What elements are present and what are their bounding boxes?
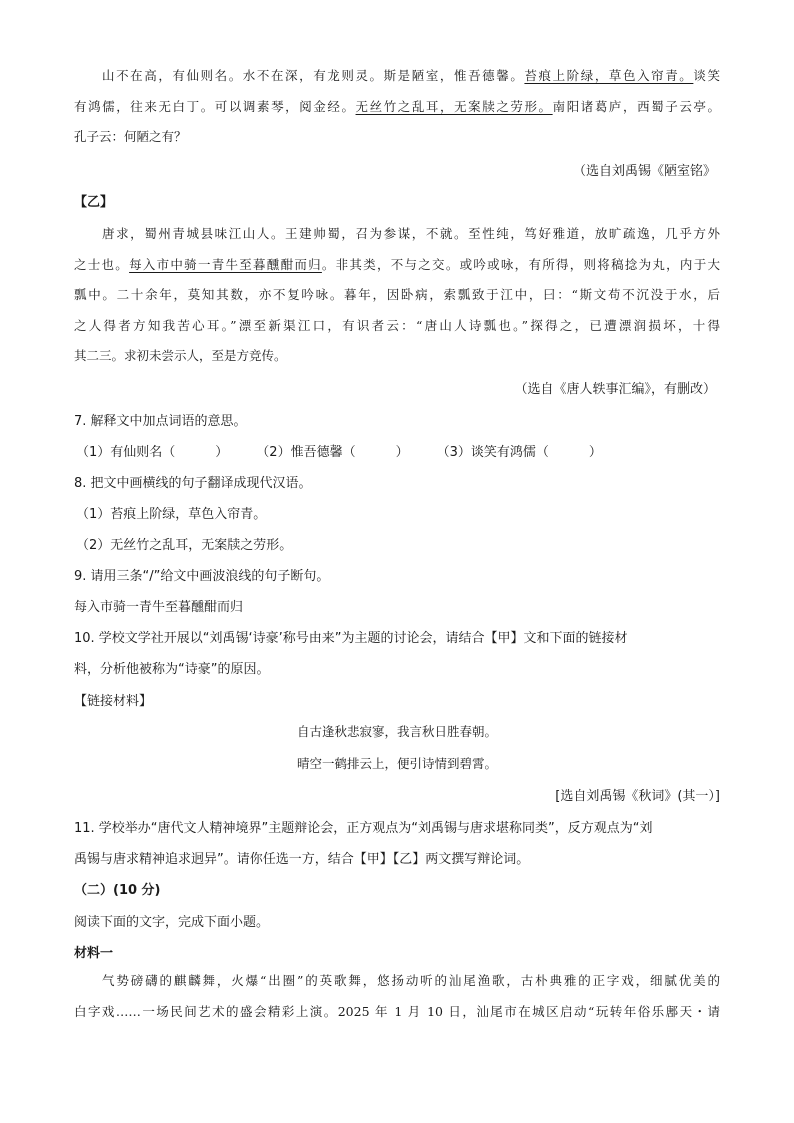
section-2-instruction: 阅读下面的文字，完成下面小题。 — [74, 915, 270, 930]
passage-yi-line-1: 唐求，蜀州青城县味江山人。王建帅蜀，召为参谋，不就。至性纯，笃好雅道，放旷疏逸，几乎方外 — [102, 226, 720, 241]
question-8: 8. 把文中画横线的句子翻译成现代汉语。 — [74, 476, 312, 491]
question-9: 9. 请用三条“/”给文中画波浪线的句子断句。 — [74, 569, 330, 584]
passage-yi-line-4: 之人得者方知我苦心耳。”漂至新渠江口，有识者云：“唐山人诗瓢也。”探得之，已遭漂润损坏，十得 — [74, 317, 720, 333]
source-jia: （选自刘禹锡《陋室铭》 — [572, 164, 716, 179]
poem-line-1: 自古逢秋悲寂寥，我言秋日胜春朝。 — [296, 724, 497, 739]
passage-jia-line-3: 孔子云：何陋之有？ — [74, 129, 187, 144]
source-poem: [选自刘禹锡《秋词》(其一）] — [555, 789, 720, 804]
passage-yi-line-2: 之士也。每入市中骑一青牛至暮醺酣而归。非其类，不与之交。或吟或咏，有所得，则将稿捻为丸，内于大 — [74, 256, 720, 272]
poem-line-2: 晴空一鹤排云上，便引诗情到碧霄。 — [296, 756, 497, 771]
question-11-line-1: 11. 学校举办“唐代文人精神境界”主题辩论会，正方观点为“刘禹锡与唐求堪称同类”，反方观点为“刘 — [74, 821, 653, 836]
material-1-line-1: 气势磅礴的麒麟舞，火爆“出圈”的英歌舞，悠扬动听的汕尾渔歌，古朴典雅的正字戏，细腻优美的 — [102, 973, 720, 988]
passage-jia-line-1: 山不在高，有仙则名。水不在深，有龙则灵。斯是陋室，惟吾德馨。苔痕上阶绿，草色入帘青。谈笑 — [102, 68, 720, 83]
passage-jia-line-2: 有鸿儒，往来无白丁。可以调素琴，阅金经。无丝竹之乱耳，无案牍之劳形。南阳诸葛庐，西蜀子云亭。 — [74, 98, 720, 114]
material-1-line-2: 白字戏……一场民间艺术的盛会精彩上演。2025 年 1 月 10 日，汕尾市在城区启动“玩转年俗乐鄌天・请 — [74, 1003, 720, 1019]
question-8-item-1: （1）苔痕上阶绿，草色入帘青。 — [76, 507, 267, 522]
passage-jia — [74, 61, 720, 153]
wavy-sentence: 每入市中骑一青牛至暮醺酣而归 — [129, 256, 322, 272]
source-yi: （选自《唐人轶事汇编》，有删改） — [514, 382, 716, 397]
passage-yi — [74, 219, 720, 372]
section-2-heading: （二）(10 分) — [74, 883, 161, 898]
question-10-line-1: 10. 学校文学社开展以“刘禹锡‘诗豪’称号由来”为主题的讨论会，请结合【甲】文和下面的链接材 — [74, 631, 628, 646]
question-7: 7. 解释文中加点词语的意思。 — [74, 414, 247, 429]
question-9-sentence: 每入市骑一青牛至暮醺酣而归 — [74, 600, 244, 615]
question-7-items: （1）有仙则名（ ） （2）惟吾德馨（ ） （3）谈笑有鸿儒（ ） — [76, 445, 602, 460]
question-11-line-2: 禹锡与唐求精神追求迥异”。请你任选一方，结合【甲】【乙】两文撰写辩论词。 — [74, 852, 530, 867]
passage-yi-line-3: 瓢中。二十余年，莫知其数，亦不复吟咏。暮年，因卧病，索瓢致于江中，曰：“斯文苟不沉没于水，后 — [74, 287, 720, 302]
question-8-item-2: （2）无丝竹之乱耳，无案牍之劳形。 — [76, 538, 293, 553]
label-yi: 【乙】 — [74, 195, 114, 210]
material-1-passage — [74, 966, 720, 1027]
link-material-label: 【链接材料】 — [74, 694, 153, 709]
question-10-line-2: 料，分析他被称为“诗豪”的原因。 — [74, 662, 270, 677]
underlined-sentence-1: 苔痕上阶绿，草色入帘青。 — [524, 68, 694, 83]
underlined-sentence-2: 无丝竹之乱耳，无案牍之劳形。 — [355, 98, 553, 114]
passage-yi-line-5: 其二三。求初未尝示人，至是方竞传。 — [74, 348, 287, 363]
material-1-label: 材料一 — [74, 946, 114, 961]
